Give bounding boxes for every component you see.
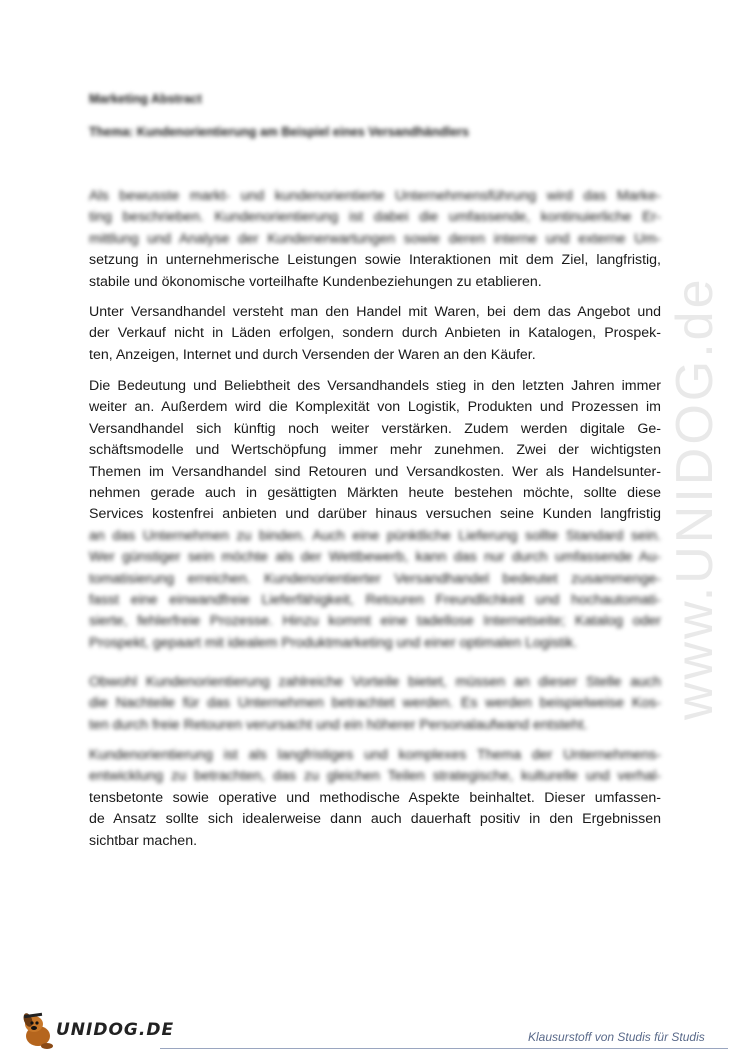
logo-text: UNIDOG.DE: [56, 1020, 175, 1040]
text-line: Prospekt, gepaart mit idealem Produktmarketing und einer optimalen Logistik.: [89, 634, 578, 651]
text-line: sichtbar machen.: [89, 832, 198, 849]
text-line: stabile und ökonomische vorteilhafte Kundenbeziehungen zu etablieren.: [89, 273, 542, 290]
text-line: ten, Anzeigen, Internet und durch Versenden der Waren an den Käufer.: [89, 346, 536, 363]
text-line: setzung in unternehmerische Leistungen sowie Interaktionen mit dem Ziel, langfristig,: [89, 252, 661, 269]
text-line: Obwohl Kundenorientierung zahlreiche Vorteile bietet, müssen an dieser Stelle auch: [89, 674, 661, 690]
page-title: Marketing Abstract: [89, 92, 202, 106]
footer-divider: [160, 1048, 728, 1049]
text-line: die Nachteile für das Unternehmen betrachtet werden. Es werden beispielweise Kos-: [89, 695, 661, 712]
footer-tagline: Klausurstoff von Studis für Studis: [528, 1030, 705, 1044]
text-line: sierte, fehlerfreie Prozesse. Hinzu kommt eine tadellose Internetseite; Katalog oder: [89, 613, 661, 630]
paragraph-3: [89, 376, 661, 654]
watermark-text: www.UNIDOG.de: [666, 276, 724, 720]
text-line: nehmen gerade auch in gesättigten Märkten heute bestehen möchte, sollte diese: [89, 485, 661, 502]
text-line: Kundenorientierung ist als langfristiges und komplexes Thema der Unternehmens-: [89, 747, 661, 763]
text-line: Versandhandel sich künftig noch weiter verstärken. Zudem werden digitale Ge-: [89, 420, 661, 437]
text-line: ten durch freie Retouren verursacht und ein höherer Personalaufwand entsteht.: [89, 716, 588, 733]
text-line: weiter an. Außerdem wird die Komplexität von Logistik, Produkten und Prozessen im: [89, 399, 661, 416]
page-subtitle: Thema: Kundenorientierung am Beispiel eines Versandhändlers: [89, 125, 469, 139]
text-line: Unter Versandhandel versteht man den Handel mit Waren, bei dem das Angebot und: [89, 304, 661, 320]
paragraph-2: [89, 302, 661, 366]
text-line: Themen im Versandhandel sind Retouren und Versandkosten. Wer als Handelsunter-: [89, 463, 661, 480]
dog-mascot-icon: [20, 1008, 60, 1050]
text-line: Services kostenfrei anbieten und darüber hinaus versuchen seine Kunden langfristig: [89, 506, 661, 523]
text-line: tomatisierung erreichen. Kundenorientierter Versandhandel bedeutet zusammenge-: [89, 570, 661, 587]
unidog-logo[interactable]: [20, 1008, 175, 1050]
text-line: an das Unternehmen zu binden. Auch eine pünktliche Lieferung sollte Standard sein.: [89, 527, 661, 544]
text-line: entwicklung zu betrachten, das zu gleichen Teilen strategische, kulturelle und verhal-: [89, 768, 661, 785]
paragraph-1: [89, 186, 661, 293]
text-line: tensbetonte sowie operative und methodische Aspekte beinhaltet. Dieser umfassen-: [89, 789, 661, 806]
text-line: schäftsmodelle und Wertschöpfung immer mehr zunehmen. Zwei der wichtigsten: [89, 442, 661, 459]
text-line: Die Bedeutung und Beliebtheit des Versandhandels stieg in den letzten Jahren immer: [89, 378, 661, 394]
paragraph-5: [89, 745, 661, 852]
text-line: Wer günstiger sein möchte als der Wettbewerb, kann das nur durch umfassende Au-: [89, 549, 661, 566]
text-line: der Verkauf nicht in Läden erfolgen, sondern durch Anbieten in Katalogen, Prospek-: [89, 325, 661, 342]
text-line: Als bewusste markt- und kundenorientierte Unternehmensführung wird das Marke-: [89, 188, 661, 204]
paragraph-4: [89, 672, 661, 736]
text-line: de Ansatz sollte sich idealerweise dann auch dauerhaft positiv in den Ergebnissen: [89, 811, 661, 828]
text-line: fasst eine einwandfreie Lieferfähigkeit, Retouren Freundlichkeit und hochautomati-: [89, 592, 661, 609]
text-line: mittlung und Analyse der Kundenerwartungen sowie deren interne und externe Um-: [89, 230, 661, 247]
text-line: ting beschrieben. Kundenorientierung ist dabei die umfassende, kontinuierliche Er-: [89, 209, 661, 226]
